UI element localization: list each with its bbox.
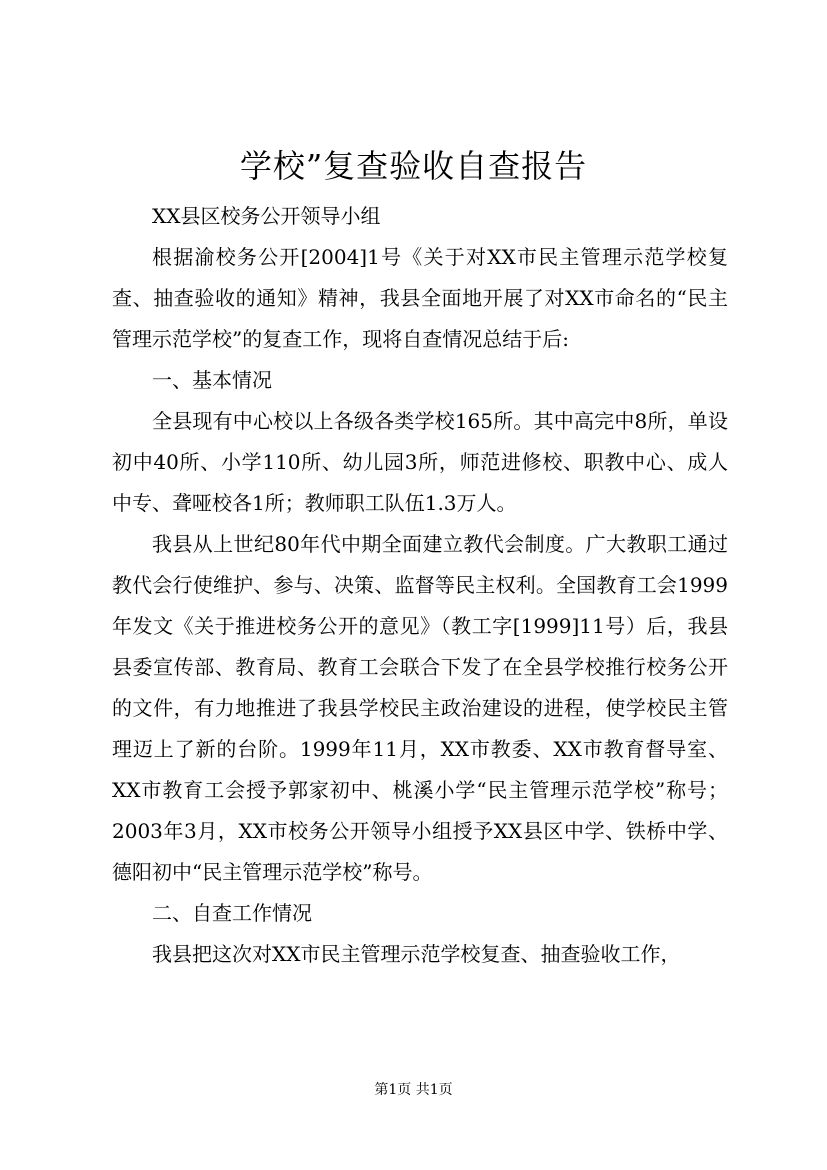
paragraph-addressee: XX县区校务公开领导小组 — [152, 204, 381, 228]
paragraph-school-count: 全县现有中心校以上各级各类学校165所。其中高完中8所，单设初中40所、小学110所、幼儿园3所，师范进修校、职教中心、成人中专、聋哑校各1所；教师职工队伍1.3万人。 — [112, 409, 728, 515]
document-title: 学校”复查验收自查报告 — [239, 147, 588, 185]
section-heading-selfcheck: 二、自查工作情况 — [152, 901, 312, 925]
page-footer: 第1页 共1页 — [374, 1082, 453, 1098]
paragraph-history: 我县从上世纪80年代中期全面建立教代会制度。广大教职工通过教代会行使维护、参与、决策、监督等民主权利。全国教育工会1999年发文《关于推进校务公开的意见》（教工字[1999]11号）后，我县县委宣传部、教育局、教育工会联合下发了在全县学校推行校务公开的文件，有力地推进了我县学校民主政治建设的进程，使学校民主管理迈上了新的台阶。1999年11月，XX市教委、XX市教育督导室、XX市教育工会授予郭家初中、桃溪小学“民主管理示范学校”称号；2003年3月，XX市校务公开领导小组授予XX县区中学、铁桥中学、德阳初中“民主管理示范学校”称号。 — [112, 532, 728, 884]
document-body — [112, 196, 728, 975]
paragraph-intro: 根据渝校务公开[2004]1号《关于对XX市民主管理示范学校复查、抽查验收的通知》精神，我县全面地开展了对XX市命名的“民主管理示范学校”的复查工作，现将自查情况总结于后: — [112, 245, 728, 351]
paragraph-selfcheck: 我县把这次对XX市民主管理示范学校复查、抽查验收工作， — [152, 942, 681, 966]
section-heading-basic: 一、基本情况 — [152, 368, 272, 392]
